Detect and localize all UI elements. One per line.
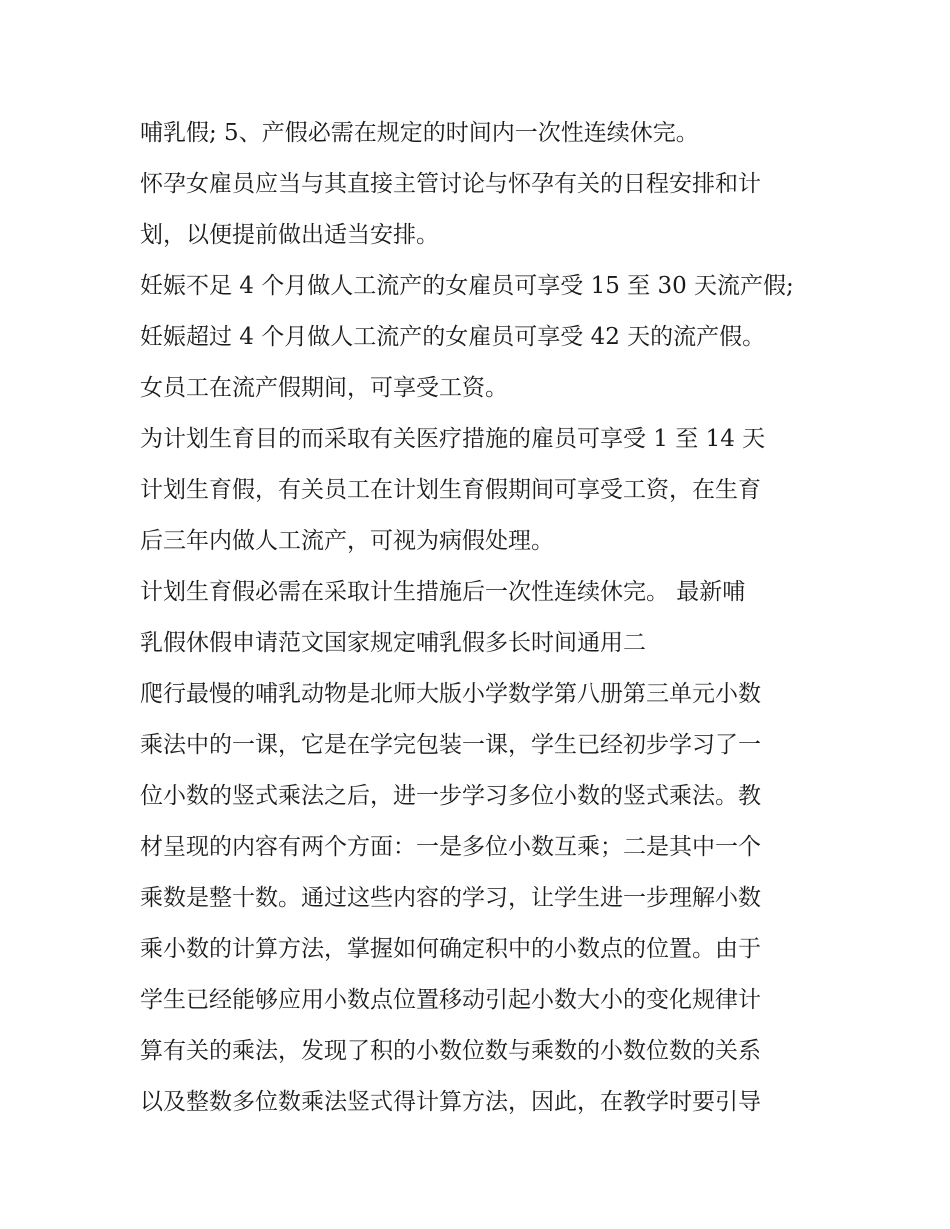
text-line: 计划生育假必需在采取计生措施后一次性连续休完。 最新哺 [140,579,746,605]
text-line: 哺乳假; 5、产假必需在规定的时间内一次性连续休完。 [140,120,699,146]
text-line: 划，以便提前做出适当安排。 [140,222,439,248]
text-line: 后三年内做人工流产，可视为病假处理。 [140,528,554,554]
text-line: 位小数的竖式乘法之后，进一步学习多位小数的竖式乘法。教 [140,783,761,809]
text-line: 计划生育假，有关员工在计划生育假期间可享受工资，在生育 [140,477,761,503]
text-line: 妊娠超过 4 个月做人工流产的女雇员可享受 42 天的流产假。 [140,324,766,350]
text-line: 怀孕女雇员应当与其直接主管讨论与怀孕有关的日程安排和计 [140,171,761,197]
text-line: 材呈现的内容有两个方面：一是多位小数互乘；二是其中一个 [140,834,761,860]
text-line: 爬行最慢的哺乳动物是北师大版小学数学第八册第三单元小数 [140,681,761,707]
text-line: 以及整数多位数乘法竖式得计算方法，因此，在教学时要引导 [140,1089,761,1115]
text-line: 乘小数的计算方法，掌握如何确定积中的小数点的位置。由于 [140,936,761,962]
text-line: 女员工在流产假期间，可享受工资。 [140,375,508,401]
text-line: 乘法中的一课，它是在学完包装一课，学生已经初步学习了一 [140,732,761,758]
text-line: 乘数是整十数。通过这些内容的学习，让学生进一步理解小数 [140,885,761,911]
text-line: 妊娠不足 4 个月做人工流产的女雇员可享受 15 至 30 天流产假; [140,273,794,299]
text-line: 算有关的乘法，发现了积的小数位数与乘数的小数位数的关系 [140,1038,761,1064]
text-line: 为计划生育目的而采取有关医疗措施的雇员可享受 1 至 14 天 [140,426,766,452]
body-text [140,108,820,1128]
text-line: 乳假休假申请范文国家规定哺乳假多长时间通用二 [140,630,646,656]
text-line: 学生已经能够应用小数点位置移动引起小数大小的变化规律计 [140,987,761,1013]
